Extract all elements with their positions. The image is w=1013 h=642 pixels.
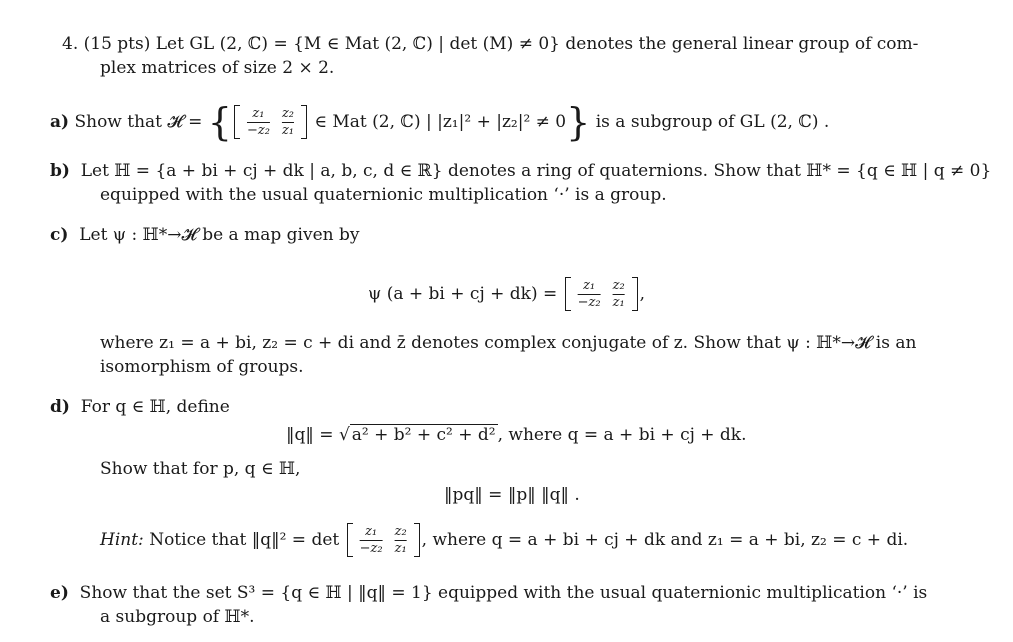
part-a-set-condition: ∈ Mat (2, ℂ) | |z₁|² + |z₂|² ≠ 0 (314, 112, 567, 132)
matrix-cell: z₁ (583, 278, 596, 293)
problem-header-line1: 4. (15 pts) Let GL (2, ℂ) = {M ∈ Mat (2, ℂ) | det (M) ≠ 0} denotes the general linear group of com- (62, 34, 919, 54)
part-d-text1: For q ∈ ℍ, define (80, 397, 230, 417)
matrix-cell: z₂ (281, 106, 294, 121)
matrix-cell: −z₂ (577, 295, 601, 310)
part-c-label: c) (50, 225, 69, 245)
hint-end: , where q = a + bi + cj + dk and z₁ = a + bi, z₂ = c + di. (421, 530, 909, 550)
matrix-cell: z₁ (281, 123, 294, 138)
part-b-label: b) (50, 161, 70, 181)
matrix-hint (347, 523, 420, 557)
part-a-label: a) (50, 112, 70, 132)
part-e-line1 (50, 582, 927, 604)
part-d-line2: Show that for p, q ∈ ℍ, (100, 459, 301, 479)
part-a-text-start: Show that 𝓗 = (74, 112, 203, 132)
comma-symbol: , (639, 284, 646, 304)
matrix-cell: −z₂ (359, 541, 383, 556)
hint-text: Notice that ‖q‖² = det (149, 530, 340, 550)
part-c-line2: where z₁ = a + bi, z₂ = c + di and z̄ denotes complex conjugate of z. Show that ψ : ℍ*→𝓗 is an (100, 333, 917, 353)
part-c-line3: isomorphism of groups. (100, 357, 304, 377)
part-e-text1: Show that the set S³ = {q ∈ ℍ | ‖q‖ = 1} equipped with the usual quaternionic multiplication ‘·’ is (79, 583, 928, 603)
part-d-line1 (50, 396, 230, 418)
part-a-text-end: is a subgroup of GL (2, ℂ) . (595, 112, 830, 132)
matrix-cell: z₁ (365, 524, 378, 539)
matrix-a (234, 105, 307, 139)
part-c-formula-lhs: ψ (a + bi + cj + dk) = (368, 284, 558, 304)
part-d-hint (100, 522, 908, 558)
part-d-identity: ‖pq‖ = ‖p‖ ‖q‖ . (444, 485, 580, 505)
norm-sqrt-expression: a² + b² + c² + d² (351, 425, 496, 445)
left-brace-symbol: { (207, 100, 232, 144)
part-c-text1: Let ψ : ℍ*→𝓗 be a map given by (79, 225, 360, 245)
part-e-line2: a subgroup of ℍ*. (100, 607, 255, 627)
matrix-cell: z₁ (612, 295, 625, 310)
matrix-cell: z₂ (394, 524, 407, 539)
matrix-cell: −z₂ (246, 123, 270, 138)
matrix-cell: z₁ (252, 106, 265, 121)
part-b-line2: equipped with the usual quaternionic multiplication ‘·’ is a group. (100, 185, 667, 205)
part-e-label: e) (50, 583, 69, 603)
norm-lhs: ‖q‖ = (286, 425, 334, 445)
part-c-line1 (50, 224, 359, 246)
matrix-c (565, 277, 638, 311)
part-c-formula (368, 276, 645, 312)
part-d-norm-definition (286, 424, 747, 446)
part-d-label: d) (50, 397, 70, 417)
sqrt-symbol: √ (338, 425, 350, 445)
part-a (50, 100, 830, 144)
right-brace-symbol: } (566, 100, 591, 144)
norm-rhs: , where q = a + bi + cj + dk. (497, 425, 747, 445)
problem-header-line2: plex matrices of size 2 × 2. (100, 58, 335, 78)
matrix-cell: z₂ (612, 278, 625, 293)
part-b-text1: Let ℍ = {a + bi + cj + dk | a, b, c, d ∈ ℝ} denotes a ring of quaternions. Show that ℍ* = {q ∈ ℍ | q ≠ 0} (80, 161, 992, 181)
matrix-cell: z₁ (394, 541, 407, 556)
hint-label: Hint: (100, 530, 144, 550)
part-b-line1 (50, 160, 991, 182)
